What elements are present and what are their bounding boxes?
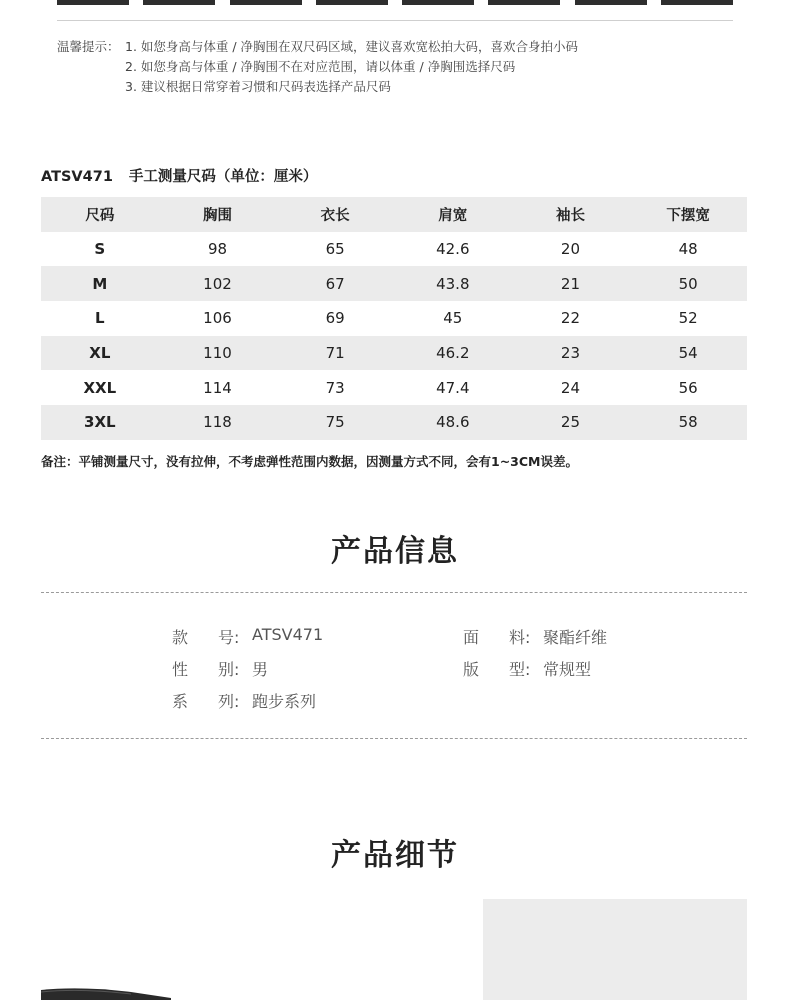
table-cell: 65 bbox=[325, 240, 345, 259]
info-fabric: 面 料: 聚酯纤维 bbox=[463, 625, 607, 648]
tip-line: 1. 如您身高与体重 / 净胸围在双尺码区域，建议喜欢宽松拍大码，喜欢合身拍小码 bbox=[125, 39, 579, 54]
detail-photo-right bbox=[483, 899, 747, 1000]
table-cell: 52 bbox=[678, 309, 698, 328]
size-table-title bbox=[41, 165, 317, 186]
strip-block bbox=[488, 0, 560, 5]
size-tips bbox=[57, 37, 578, 97]
dashed-divider bbox=[41, 738, 747, 739]
table-cell: 106 bbox=[203, 309, 232, 328]
product-info-title: 产品信息 bbox=[331, 534, 459, 569]
table-row bbox=[41, 232, 747, 267]
table-cell: 71 bbox=[276, 336, 394, 371]
table-cell: 43.8 bbox=[394, 266, 512, 301]
table-cell: 20 bbox=[560, 240, 580, 259]
detail-photo-left bbox=[41, 970, 171, 1000]
table-cell: 23 bbox=[512, 336, 630, 371]
table-cell: 48 bbox=[678, 240, 698, 259]
table-cell: 45 bbox=[443, 309, 463, 328]
table-row bbox=[41, 370, 747, 405]
table-cell: 48.6 bbox=[394, 405, 512, 440]
info-value: ATSV471 bbox=[252, 625, 324, 644]
table-cell: 73 bbox=[325, 378, 345, 397]
table-row bbox=[41, 405, 747, 440]
table-cell: 114 bbox=[203, 378, 232, 397]
table-cell: 22 bbox=[560, 309, 580, 328]
table-cell: 50 bbox=[629, 266, 747, 301]
strip-block bbox=[316, 0, 388, 5]
table-row bbox=[41, 266, 747, 301]
table-cell: 24 bbox=[560, 378, 580, 397]
strip-block bbox=[575, 0, 647, 5]
product-detail-title: 产品细节 bbox=[331, 838, 459, 873]
table-cell: L bbox=[95, 309, 105, 328]
tip-line: 3. 建议根据日常穿着习惯和尺码表选择产品尺码 bbox=[125, 79, 391, 94]
table-cell: 21 bbox=[512, 266, 630, 301]
column-header: 肩宽 bbox=[394, 197, 512, 232]
measurement-note: 备注：平铺测量尺寸，没有拉伸，不考虑弹性范围内数据，因测量方式不同，会有1~3CM误差。 bbox=[41, 454, 578, 469]
table-cell: M bbox=[41, 266, 159, 301]
table-cell: 102 bbox=[159, 266, 277, 301]
table-cell: 46.2 bbox=[394, 336, 512, 371]
table-cell: 42.6 bbox=[436, 240, 470, 259]
table-cell: 56 bbox=[678, 378, 698, 397]
info-value: 跑步系列 bbox=[252, 692, 317, 711]
table-cell: 25 bbox=[512, 405, 630, 440]
column-header: 尺码 bbox=[41, 197, 159, 232]
strip-block bbox=[402, 0, 474, 5]
table-cell: 69 bbox=[325, 309, 345, 328]
table-cell: XXL bbox=[83, 378, 117, 397]
column-header: 下摆宽 bbox=[629, 197, 747, 232]
info-gender: 性 别: 男 bbox=[172, 657, 268, 680]
dashed-divider bbox=[41, 592, 747, 593]
strip-block bbox=[230, 0, 302, 5]
table-cell: XL bbox=[41, 336, 159, 371]
column-header: 衣长 bbox=[276, 197, 394, 232]
tips-label: 温馨提示： bbox=[57, 39, 120, 54]
table-row bbox=[41, 336, 747, 371]
table-caption: 手工测量尺码（单位：厘米） bbox=[128, 169, 318, 185]
tip-line: 2. 如您身高与体重 / 净胸围不在对应范围，请以体重 / 净胸围选择尺码 bbox=[125, 59, 516, 74]
table-cell: 98 bbox=[207, 240, 228, 259]
table-cell: 75 bbox=[276, 405, 394, 440]
table-cell: 3XL bbox=[41, 405, 159, 440]
table-cell: 54 bbox=[629, 336, 747, 371]
table-cell: 67 bbox=[276, 266, 394, 301]
info-fit: 版 型: 常规型 bbox=[463, 657, 591, 680]
column-header: 袖长 bbox=[512, 197, 630, 232]
table-row bbox=[41, 301, 747, 336]
table-cell: 58 bbox=[629, 405, 747, 440]
table-cell: 47.4 bbox=[436, 378, 470, 397]
size-table bbox=[41, 197, 747, 440]
strip-block bbox=[57, 0, 129, 5]
divider bbox=[57, 20, 733, 21]
strip-block bbox=[661, 0, 733, 5]
info-series: 系 列: 跑步系列 bbox=[172, 689, 316, 712]
table-cell: 118 bbox=[159, 405, 277, 440]
info-value: 聚酯纤维 bbox=[543, 628, 608, 647]
table-header-row bbox=[41, 197, 747, 232]
column-header: 胸围 bbox=[159, 197, 277, 232]
info-value: 男 bbox=[252, 660, 269, 679]
info-value: 常规型 bbox=[543, 660, 592, 679]
style-code: ATSV471 bbox=[41, 169, 113, 185]
strip-block bbox=[143, 0, 215, 5]
top-image-strip bbox=[57, 0, 733, 5]
info-style-no: 款 号: ATSV471 bbox=[172, 625, 324, 647]
garment-edge-image bbox=[41, 970, 171, 1000]
table-cell: 110 bbox=[159, 336, 277, 371]
table-cell: S bbox=[94, 240, 106, 259]
